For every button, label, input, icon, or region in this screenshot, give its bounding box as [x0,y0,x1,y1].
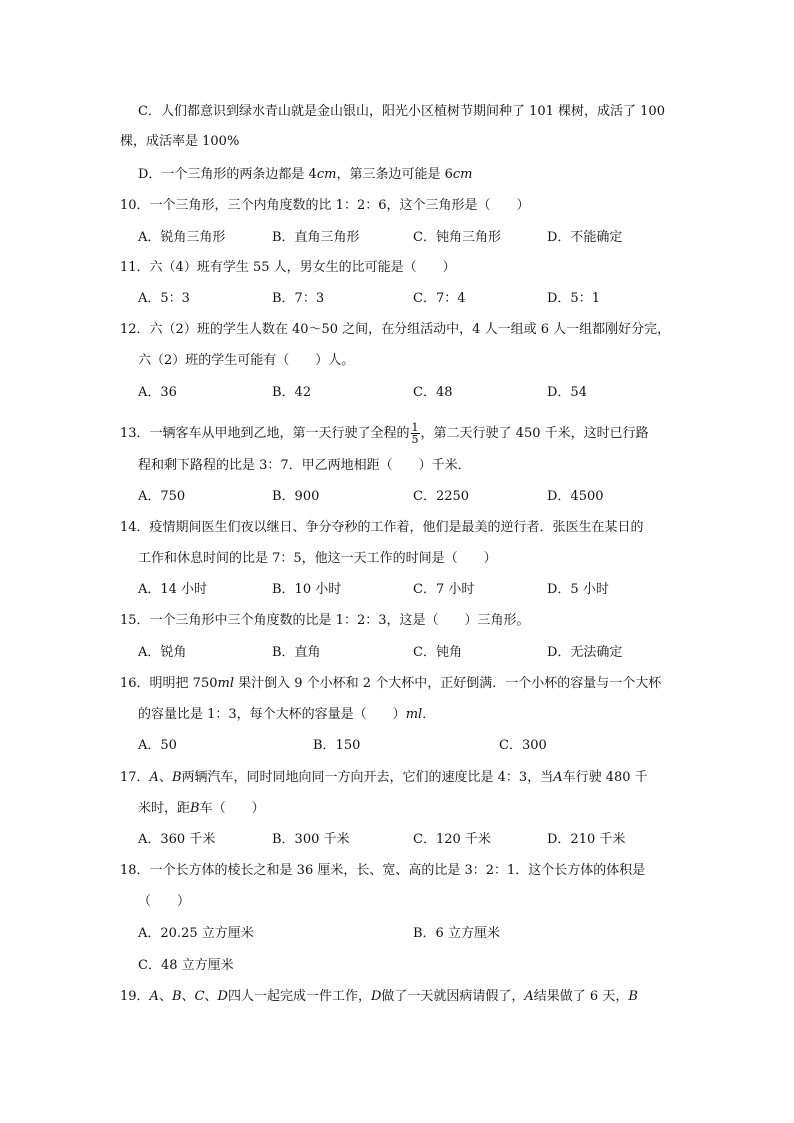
q19-stem-text-c: 结果做了 6 天， [533,989,629,1004]
q10-option-b[interactable]: B．直角三角形 [272,230,360,245]
q17-number: 17． [120,770,150,785]
q9-option-d-text-b: ，第三条边可能是 6 [336,167,453,182]
q19-person-b: B [171,989,182,1004]
q16-unit-ml-2: ml [405,707,423,722]
q14-option-b[interactable]: B．10 小时 [272,582,342,597]
q15-option-c[interactable]: C．钝角 [413,645,462,660]
q17-stem-text-a: 两辆汽车，同时同地向同一方向开去，它们的速度比是 4：3，当 [181,770,554,785]
q16-stem-text-a: 16．明明把 750 [120,676,218,691]
q17-stem-text-d: 车（ ） [199,801,265,816]
q10-stem: 10．一个三角形，三个内角度数的比 1：2：6，这个三角形是（ ） [120,198,530,213]
q11-option-d[interactable]: D．5：1 [547,291,600,306]
q13-stem-line1 [120,422,649,445]
q11-stem: 11．六（4）班有学生 55 人，男女生的比可能是（ ） [120,260,456,275]
q9-option-d [138,166,472,184]
q17-car-a-2: A [553,770,563,785]
q12-option-d[interactable]: D．54 [547,385,587,400]
q19-sep-1: 、 [158,989,172,1004]
q11-option-c[interactable]: C．7：4 [413,291,466,306]
q16-stem-line1 [120,675,661,693]
q17-option-a[interactable]: A．360 千米 [138,832,216,847]
q15-option-d[interactable]: D．无法确定 [547,645,623,660]
q18-option-a[interactable]: A．20.25 立方厘米 [138,926,254,941]
q12-stem-line1: 12．六（2）班的学生人数在 40～50 之间，在分组活动中，4 人一组或 6 人一组都刚好分完， [120,322,671,337]
q14-option-d[interactable]: D．5 小时 [547,582,609,597]
q19-sep-3: 、 [204,989,218,1004]
q17-separator: 、 [158,770,172,785]
q15-option-a[interactable]: A．锐角 [138,645,187,660]
q15-stem: 15．一个三角形中三个角度数的比是 1：2：3，这是（ ）三角形。 [120,613,530,628]
q12-stem-line2: 六（2）班的学生可能有（ ）人。 [138,353,355,368]
q17-option-d[interactable]: D．210 千米 [547,832,626,847]
q10-option-a[interactable]: A．锐角三角形 [138,230,226,245]
q15-option-b[interactable]: B．直角 [272,645,321,660]
q17-stem-text-c: 米时，距 [138,801,191,816]
q19-number: 19． [120,989,150,1004]
q16-stem-line2 [138,706,435,724]
q19-person-c: C [194,989,205,1004]
q17-car-b: B [171,770,182,785]
q13-stem-text-a: 13．一辆客车从甲地到乙地，第一天行驶了全程的 [120,426,410,441]
q12-option-a[interactable]: A．36 [138,385,177,400]
fraction-numerator: 1 [411,421,419,434]
q19-person-d: D [217,989,228,1004]
q9-option-c-line1: C．人们都意识到绿水青山就是金山银山，阳光小区植树节期间种了 101 棵树，成活了 100 [138,104,665,119]
q16-stem-text-b: 果汁倒入 9 个小杯和 2 个大杯中，正好倒满．一个小杯的容量与一个大杯 [234,676,662,691]
q11-option-a[interactable]: A．5：3 [138,291,190,306]
q14-stem-line2: 工作和休息时间的比是 7：5，他这一天工作的时间是（ ） [138,551,497,566]
q17-stem-line2 [138,800,265,818]
fraction-denominator: 5 [411,433,419,446]
q13-option-b[interactable]: B．900 [272,489,320,504]
q9-option-d-text-a: D．一个三角形的两条边都是 4 [138,167,317,182]
fraction-one-fifth [411,422,420,445]
q19-sep-2: 、 [181,989,195,1004]
q18-option-c[interactable]: C．48 立方厘米 [138,958,234,973]
q17-stem-text-b: 车行驶 480 千 [562,770,648,785]
q18-option-b[interactable]: B．6 立方厘米 [413,926,500,941]
q10-option-d[interactable]: D．不能确定 [547,230,623,245]
q13-stem-text-b: ，第二天行驶了 450 千米，这时已行路 [420,426,649,441]
q16-unit-ml-1: ml [217,676,234,691]
q13-option-c[interactable]: C．2250 [413,489,470,504]
q17-car-b-2: B [190,801,200,816]
q19-person-a: A [149,989,159,1004]
q19-person-d-2: D [370,989,382,1004]
q12-option-b[interactable]: B．42 [272,385,312,400]
q16-option-c[interactable]: C．300 [499,738,547,753]
q19-person-b-2: B [628,989,638,1004]
q17-option-c[interactable]: C．120 千米 [413,832,491,847]
q19-stem-line1 [120,988,638,1006]
q10-option-c[interactable]: C．钝角三角形 [413,230,501,245]
q17-car-a: A [149,770,159,785]
q16-option-a[interactable]: A．50 [138,738,177,753]
q19-person-a-2: A [524,989,534,1004]
q17-option-b[interactable]: B．300 千米 [272,832,350,847]
q16-stem-text-d: ． [422,707,436,722]
q13-option-d[interactable]: D．4500 [547,489,604,504]
q12-option-c[interactable]: C．48 [413,385,453,400]
q18-stem-line1: 18．一个长方体的棱长之和是 36 厘米，长、宽、高的比是 3：2：1．这个长方体的体积是 [120,863,646,878]
q14-option-c[interactable]: C．7 小时 [413,582,475,597]
q14-option-a[interactable]: A．14 小时 [138,582,208,597]
q9-unit-cm-1: cm [316,167,337,182]
q18-stem-line2: （ ） [138,894,191,909]
q17-stem-line1 [120,769,648,787]
q9-option-c-line2: 棵，成活率是 100% [120,134,240,149]
q13-stem-line2: 程和剩下路程的比是 3：7．甲乙两地相距（ ）千米． [138,458,471,473]
q11-option-b[interactable]: B．7：3 [272,291,325,306]
q19-stem-text-a: 四人一起完成一件工作， [227,989,371,1004]
q14-stem-line1: 14．疫情期间医生们夜以继日、争分夺秒的工作着，他们是最美的逆行者．张医生在某日的 [120,520,644,535]
q19-stem-text-b: 做了一天就因病请假了， [381,989,525,1004]
q16-stem-text-c: 的容量比是 1：3，每个大杯的容量是（ ） [138,707,406,722]
q13-option-a[interactable]: A．750 [138,489,186,504]
q16-option-b[interactable]: B．150 [313,738,361,753]
q9-unit-cm-2: cm [452,167,473,182]
